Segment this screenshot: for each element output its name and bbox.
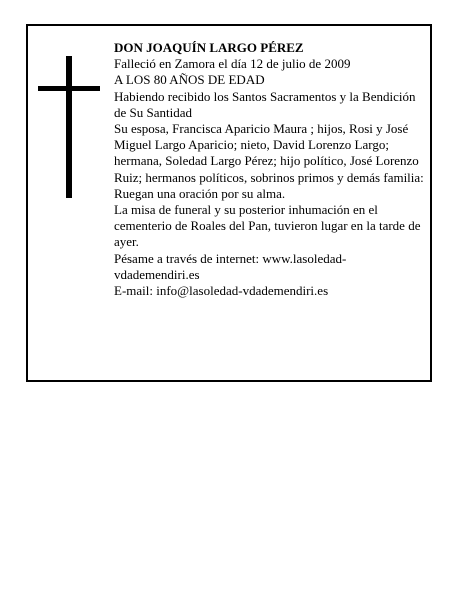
obituary-notice xyxy=(26,24,432,382)
contact-email: E-mail: info@lasoledad-vdademendiri.es xyxy=(114,283,329,299)
cross-vertical-bar xyxy=(66,56,72,198)
age-statement: A LOS 80 AÑOS DE EDAD xyxy=(114,72,265,88)
sacraments-statement: Habiendo recibido los Santos Sacramentos y la Bendición de Su Santidad xyxy=(114,88,416,120)
deceased-name: DON JOAQUÍN LARGO PÉREZ xyxy=(114,40,304,55)
obituary-text xyxy=(114,40,426,299)
prayer-request: Ruegan una oración por su alma. xyxy=(114,185,286,201)
condolences-website: Pésame a través de internet: www.lasoledad-vdademendiri.es xyxy=(114,250,347,282)
death-statement: Falleció en Zamora el día 12 de julio de 2009 xyxy=(114,56,351,72)
funeral-statement: La misa de funeral y su posterior inhumación en el cementerio de Roales del Pan, tuvieron lugar en la tarde de ayer. xyxy=(114,202,421,250)
cross-horizontal-bar xyxy=(38,86,100,91)
family-statement: Su esposa, Francisca Aparicio Maura ; hijos, Rosi y José Miguel Largo Aparicio; nieto, David Lorenzo Largo; hermana, Soledad Largo Pérez; hijo político, José Lorenzo Ruiz; hermanos políticos, sobrinos primos y demás familia: xyxy=(114,121,424,185)
